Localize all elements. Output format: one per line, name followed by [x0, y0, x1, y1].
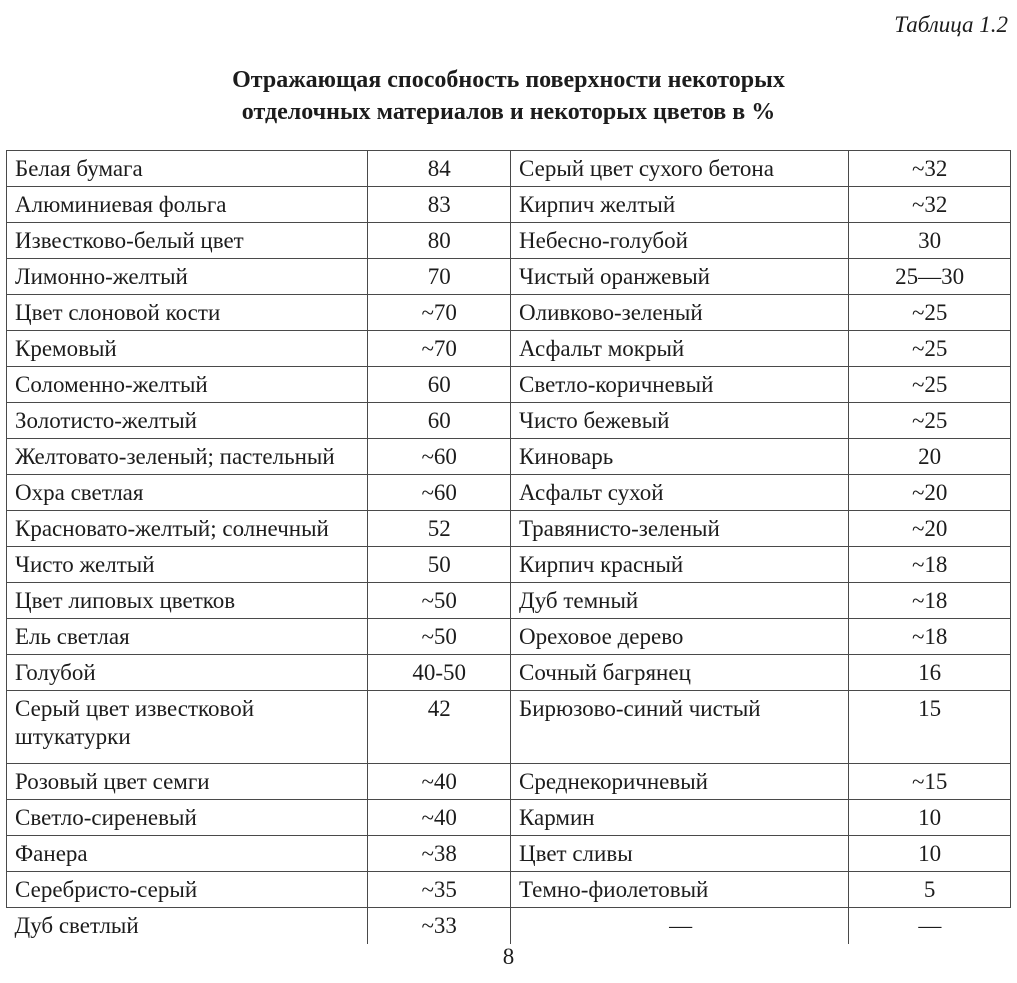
- reflectance-value-cell: 10: [849, 800, 1011, 836]
- reflectance-value-cell: —: [849, 908, 1011, 944]
- reflectance-value-cell: ~25: [849, 403, 1011, 439]
- table-row: [7, 259, 1011, 295]
- table-title-line1: Отражающая способность поверхности некоторых: [232, 67, 785, 93]
- table-row: [7, 872, 1011, 908]
- reflectance-value-cell: 52: [368, 511, 511, 547]
- material-name-cell: Чистый оранжевый: [511, 259, 849, 295]
- material-name-cell: Цвет слоновой кости: [7, 295, 368, 331]
- reflectance-value-cell: ~20: [849, 511, 1011, 547]
- table-row: [7, 691, 1011, 764]
- material-name-cell: Голубой: [7, 655, 368, 691]
- reflectance-value-cell: 42: [368, 691, 511, 764]
- reflectance-value-cell: ~25: [849, 295, 1011, 331]
- reflectance-value-cell: ~32: [849, 187, 1011, 223]
- material-name-cell: Дуб темный: [511, 583, 849, 619]
- table-row: [7, 547, 1011, 583]
- material-name-cell: Розовый цвет семги: [7, 764, 368, 800]
- reflectance-value-cell: ~70: [368, 295, 511, 331]
- table-row: [7, 800, 1011, 836]
- reflectance-value-cell: ~25: [849, 331, 1011, 367]
- table-row: [7, 908, 1011, 944]
- material-name-cell: Кирпич красный: [511, 547, 849, 583]
- material-name-cell: Кармин: [511, 800, 849, 836]
- table-row: [7, 403, 1011, 439]
- material-name-cell: Бирюзово-синий чистый: [511, 691, 849, 764]
- reflectance-value-cell: 60: [368, 403, 511, 439]
- reflectance-value-cell: 50: [368, 547, 511, 583]
- table-row: [7, 583, 1011, 619]
- reflectance-value-cell: 60: [368, 367, 511, 403]
- material-name-cell: Ореховое дерево: [511, 619, 849, 655]
- material-name-cell: Цвет сливы: [511, 836, 849, 872]
- material-name-cell: Светло-коричневый: [511, 367, 849, 403]
- table-row: [7, 187, 1011, 223]
- material-name-cell: Красновато-желтый; солнечный: [7, 511, 368, 547]
- material-name-cell: Небесно-голубой: [511, 223, 849, 259]
- reflectance-value-cell: ~40: [368, 800, 511, 836]
- material-name-cell: Цвет липовых цветков: [7, 583, 368, 619]
- table-title: [0, 64, 1017, 128]
- table-row: [7, 151, 1011, 187]
- reflectance-value-cell: ~25: [849, 367, 1011, 403]
- reflectance-value-cell: ~38: [368, 836, 511, 872]
- material-name-cell: Асфальт мокрый: [511, 331, 849, 367]
- table-row: [7, 511, 1011, 547]
- table-row: [7, 331, 1011, 367]
- reflectance-value-cell: ~32: [849, 151, 1011, 187]
- reflectance-value-cell: ~50: [368, 619, 511, 655]
- table-row: [7, 367, 1011, 403]
- reflectance-value-cell: ~50: [368, 583, 511, 619]
- table-row: [7, 655, 1011, 691]
- reflectance-value-cell: 84: [368, 151, 511, 187]
- reflectance-value-cell: ~40: [368, 764, 511, 800]
- material-name-cell: Серый цвет известковой штукатурки: [7, 691, 368, 764]
- material-name-cell: Светло-сиреневый: [7, 800, 368, 836]
- table-row: [7, 764, 1011, 800]
- material-name-cell: Среднекоричневый: [511, 764, 849, 800]
- material-name-cell: Лимонно-желтый: [7, 259, 368, 295]
- material-name-cell: Темно-фиолетовый: [511, 872, 849, 908]
- material-name-cell: Асфальт сухой: [511, 475, 849, 511]
- reflectance-value-cell: 30: [849, 223, 1011, 259]
- material-name-cell: Серый цвет сухого бетона: [511, 151, 849, 187]
- reflectance-value-cell: ~60: [368, 475, 511, 511]
- reflectance-value-cell: ~18: [849, 583, 1011, 619]
- material-name-cell: Сочный багрянец: [511, 655, 849, 691]
- table-row: [7, 223, 1011, 259]
- reflectance-value-cell: ~35: [368, 872, 511, 908]
- page-number: 8: [502, 944, 515, 969]
- reflectance-value-cell: 80: [368, 223, 511, 259]
- reflectance-value-cell: 5: [849, 872, 1011, 908]
- material-name-cell: Фанера: [7, 836, 368, 872]
- material-name-cell: Чисто желтый: [7, 547, 368, 583]
- material-name-cell: Белая бумага: [7, 151, 368, 187]
- reflectance-value-cell: ~70: [368, 331, 511, 367]
- reflectance-value-cell: ~18: [849, 619, 1011, 655]
- material-name-cell: Дуб светлый: [7, 908, 368, 944]
- reflectance-value-cell: 70: [368, 259, 511, 295]
- table-title-line2: отделочных материалов и некоторых цветов в %: [241, 99, 776, 125]
- material-name-cell: —: [511, 908, 849, 944]
- material-name-cell: Алюминиевая фольга: [7, 187, 368, 223]
- material-name-cell: Ель светлая: [7, 619, 368, 655]
- material-name-cell: Оливково-зеленый: [511, 295, 849, 331]
- reflectance-value-cell: ~20: [849, 475, 1011, 511]
- table-row: [7, 836, 1011, 872]
- material-name-cell: Чисто бежевый: [511, 403, 849, 439]
- material-name-cell: Охра светлая: [7, 475, 368, 511]
- material-name-cell: Кремовый: [7, 331, 368, 367]
- material-name-cell: Золотисто-желтый: [7, 403, 368, 439]
- reflectance-value-cell: 83: [368, 187, 511, 223]
- material-name-cell: Травянисто-зеленый: [511, 511, 849, 547]
- material-name-cell: Соломенно-желтый: [7, 367, 368, 403]
- reflectance-value-cell: 16: [849, 655, 1011, 691]
- reflectance-value-cell: 15: [849, 691, 1011, 764]
- material-name-cell: Серебристо-серый: [7, 872, 368, 908]
- reflectance-value-cell: ~18: [849, 547, 1011, 583]
- reflectance-value-cell: ~33: [368, 908, 511, 944]
- reflectance-value-cell: 10: [849, 836, 1011, 872]
- material-name-cell: Киноварь: [511, 439, 849, 475]
- table-row: [7, 439, 1011, 475]
- table-row: [7, 475, 1011, 511]
- table-row: [7, 295, 1011, 331]
- reflectance-value-cell: ~15: [849, 764, 1011, 800]
- reflectance-value-cell: 25—30: [849, 259, 1011, 295]
- material-name-cell: Желтовато-зеленый; пастельный: [7, 439, 368, 475]
- reflectance-table: [6, 150, 1011, 944]
- reflectance-value-cell: 20: [849, 439, 1011, 475]
- reflectance-value-cell: ~60: [368, 439, 511, 475]
- table-row: [7, 619, 1011, 655]
- table-caption-number: Таблица 1.2: [894, 12, 1008, 37]
- material-name-cell: Известково-белый цвет: [7, 223, 368, 259]
- material-name-cell: Кирпич желтый: [511, 187, 849, 223]
- reflectance-value-cell: 40-50: [368, 655, 511, 691]
- reflectance-table-body: [7, 151, 1011, 944]
